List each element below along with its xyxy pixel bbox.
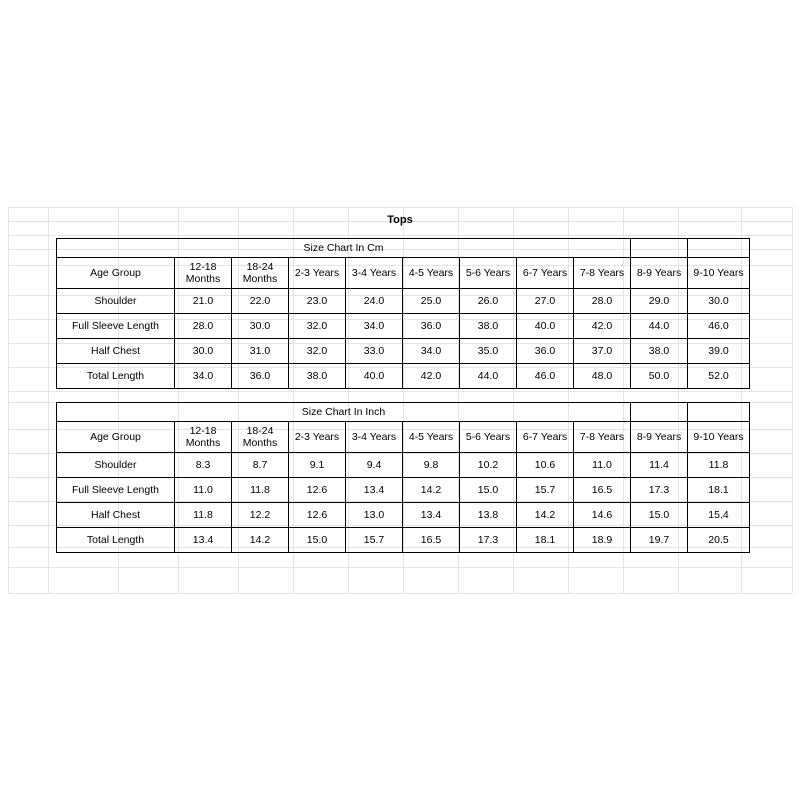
table-cell: 15.4 [688, 503, 750, 528]
table-cell: 42.0 [574, 314, 631, 339]
table-cell: 37.0 [574, 339, 631, 364]
table-row [57, 528, 750, 553]
table-cell: 11.0 [175, 478, 232, 503]
table-cell: 10.6 [517, 453, 574, 478]
table-cell: 11.4 [631, 453, 688, 478]
table-cell: 15.0 [631, 503, 688, 528]
table-cell: 12.2 [232, 503, 289, 528]
table-cell: 44.0 [460, 364, 517, 389]
table-row [57, 503, 750, 528]
column-header: 8-9 Years [631, 258, 688, 289]
caption-blank-cell [631, 239, 688, 258]
table-row [57, 314, 750, 339]
table-cell: 13.8 [460, 503, 517, 528]
table-cell: 31.0 [232, 339, 289, 364]
column-header: Age Group [57, 422, 175, 453]
table-cell: 15.7 [346, 528, 403, 553]
column-header: 8-9 Years [631, 422, 688, 453]
column-header: 18-24 Months [232, 258, 289, 289]
column-header: 2-3 Years [289, 422, 346, 453]
table-cell: 17.3 [631, 478, 688, 503]
table-cell: 14.2 [517, 503, 574, 528]
table-cell: 24.0 [346, 289, 403, 314]
column-header: 7-8 Years [574, 258, 631, 289]
table-caption: Size Chart In Inch [57, 403, 631, 422]
table-cell: 13.4 [346, 478, 403, 503]
table-cell: 32.0 [289, 339, 346, 364]
table-cell: 36.0 [232, 364, 289, 389]
table-cell: 38.0 [631, 339, 688, 364]
table-header-row [57, 422, 750, 453]
table-cell: 13.4 [175, 528, 232, 553]
table-cell: 18.1 [517, 528, 574, 553]
size-chart-inch-table [56, 402, 750, 553]
column-header: 7-8 Years [574, 422, 631, 453]
table-cell: 30.0 [232, 314, 289, 339]
grid-row-line [8, 593, 792, 594]
table-cell: 50.0 [631, 364, 688, 389]
table-cell: 36.0 [517, 339, 574, 364]
table-row [57, 453, 750, 478]
table-cell: 18.9 [574, 528, 631, 553]
table-cell: 32.0 [289, 314, 346, 339]
table-cell: 16.5 [574, 478, 631, 503]
table-cell: 23.0 [289, 289, 346, 314]
grid-row-line [8, 207, 792, 208]
table-cell: 40.0 [517, 314, 574, 339]
table-row [57, 364, 750, 389]
table-cell: 8.7 [232, 453, 289, 478]
table-cell: 9.8 [403, 453, 460, 478]
column-header: 18-24 Months [232, 422, 289, 453]
row-label: Total Length [57, 364, 175, 389]
table-cell: 16.5 [403, 528, 460, 553]
table-cell: 11.0 [574, 453, 631, 478]
table-cell: 13.4 [403, 503, 460, 528]
table-cell: 14.2 [232, 528, 289, 553]
row-label: Full Sleeve Length [57, 314, 175, 339]
table-cell: 28.0 [574, 289, 631, 314]
table-cell: 18.1 [688, 478, 750, 503]
table-cell: 15.0 [289, 528, 346, 553]
table-cell: 38.0 [460, 314, 517, 339]
table-cell: 15.0 [460, 478, 517, 503]
table-cell: 14.2 [403, 478, 460, 503]
table-row [57, 339, 750, 364]
table-cell: 13.0 [346, 503, 403, 528]
table-row [57, 289, 750, 314]
table-cell: 11.8 [232, 478, 289, 503]
grid-row-line [8, 567, 792, 568]
column-header: 6-7 Years [517, 422, 574, 453]
table-cell: 28.0 [175, 314, 232, 339]
column-header: 5-6 Years [460, 422, 517, 453]
table-cell: 15.7 [517, 478, 574, 503]
table-cell: 12.6 [289, 503, 346, 528]
caption-blank-cell [688, 239, 750, 258]
column-header: 6-7 Years [517, 258, 574, 289]
caption-blank-cell [631, 403, 688, 422]
table-cell: 48.0 [574, 364, 631, 389]
grid-row-line [8, 391, 792, 392]
grid-col-line [48, 207, 49, 593]
column-header: 12-18 Months [175, 258, 232, 289]
page-title: Tops [387, 214, 413, 226]
table-cell: 11.8 [688, 453, 750, 478]
grid-row-line [8, 235, 792, 236]
column-header: 2-3 Years [289, 258, 346, 289]
table-cell: 10.2 [460, 453, 517, 478]
table-cell: 19.7 [631, 528, 688, 553]
column-header: Age Group [57, 258, 175, 289]
grid-col-line [8, 207, 9, 593]
row-label: Full Sleeve Length [57, 478, 175, 503]
table-cell: 46.0 [688, 314, 750, 339]
spreadsheet-sheet [8, 207, 792, 593]
table-cell: 33.0 [346, 339, 403, 364]
row-label: Total Length [57, 528, 175, 553]
column-header: 9-10 Years [688, 258, 750, 289]
table-cell: 34.0 [175, 364, 232, 389]
row-label: Shoulder [57, 453, 175, 478]
table-cell: 25.0 [403, 289, 460, 314]
table-cell: 22.0 [232, 289, 289, 314]
column-header: 3-4 Years [346, 258, 403, 289]
table-cell: 39.0 [688, 339, 750, 364]
column-header: 9-10 Years [688, 422, 750, 453]
table-cell: 42.0 [403, 364, 460, 389]
column-header: 12-18 Months [175, 422, 232, 453]
table-cell: 12.6 [289, 478, 346, 503]
row-label: Half Chest [57, 503, 175, 528]
table-cell: 35.0 [460, 339, 517, 364]
table-cell: 44.0 [631, 314, 688, 339]
grid-col-line [792, 207, 793, 593]
table-cell: 27.0 [517, 289, 574, 314]
table-cell: 36.0 [403, 314, 460, 339]
table-cell: 29.0 [631, 289, 688, 314]
caption-blank-cell [688, 403, 750, 422]
table-caption: Size Chart In Cm [57, 239, 631, 258]
table-cell: 14.6 [574, 503, 631, 528]
table-caption-row [57, 239, 750, 258]
table-cell: 30.0 [175, 339, 232, 364]
column-header: 4-5 Years [403, 258, 460, 289]
table-cell: 34.0 [346, 314, 403, 339]
table-cell: 9.1 [289, 453, 346, 478]
table-cell: 38.0 [289, 364, 346, 389]
table-cell: 20.5 [688, 528, 750, 553]
table-cell: 11.8 [175, 503, 232, 528]
table-cell: 40.0 [346, 364, 403, 389]
table-cell: 8.3 [175, 453, 232, 478]
column-header: 3-4 Years [346, 422, 403, 453]
table-header-row [57, 258, 750, 289]
table-cell: 30.0 [688, 289, 750, 314]
table-cell: 34.0 [403, 339, 460, 364]
size-chart-cm-table [56, 238, 750, 389]
row-label: Shoulder [57, 289, 175, 314]
table-cell: 9.4 [346, 453, 403, 478]
table-cell: 46.0 [517, 364, 574, 389]
column-header: 5-6 Years [460, 258, 517, 289]
table-cell: 52.0 [688, 364, 750, 389]
row-label: Half Chest [57, 339, 175, 364]
table-caption-row [57, 403, 750, 422]
table-cell: 26.0 [460, 289, 517, 314]
table-row [57, 478, 750, 503]
column-header: 4-5 Years [403, 422, 460, 453]
table-cell: 21.0 [175, 289, 232, 314]
table-cell: 17.3 [460, 528, 517, 553]
